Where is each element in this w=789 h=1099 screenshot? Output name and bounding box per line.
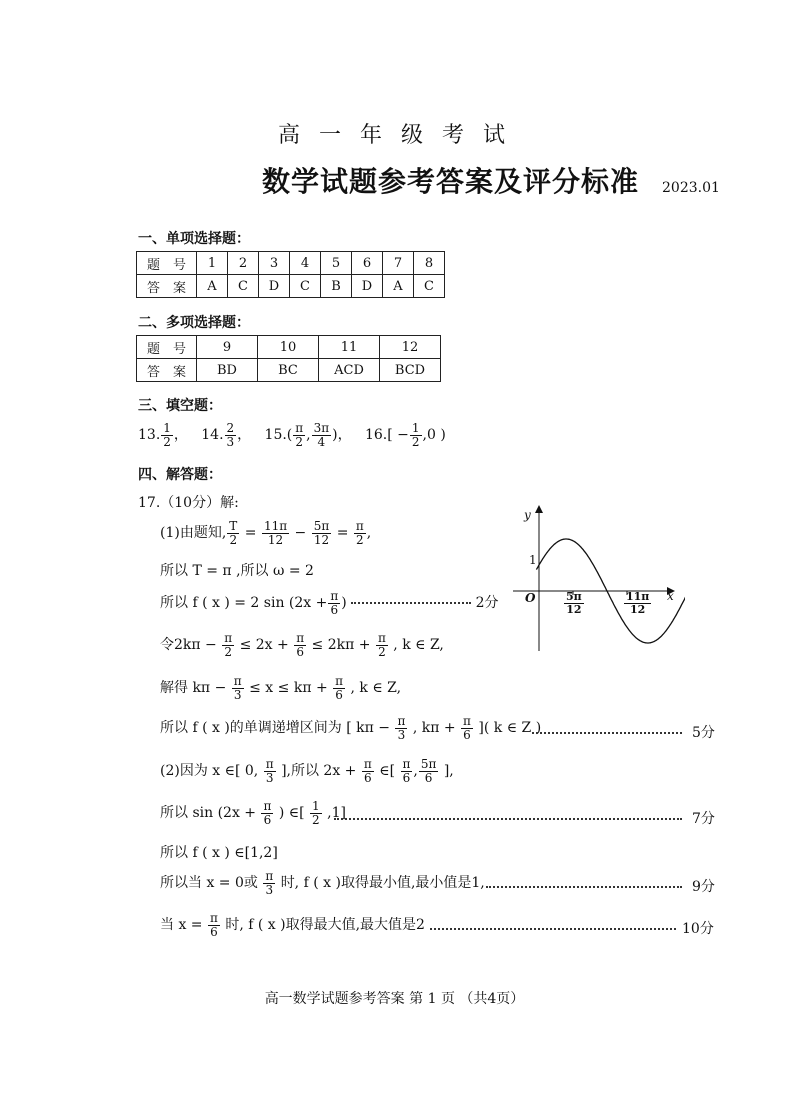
fraction [208,912,220,938]
question-number: 11 [319,336,380,359]
fraction [362,758,374,784]
document-subtitle: 数学试题参考答案及评分标准 [262,165,640,198]
text: 时, f ( x )取得最大值,最大值是2 [225,917,425,934]
fraction [225,422,237,448]
fraction [294,632,306,658]
fraction [624,591,651,615]
fraction [232,675,244,701]
answer-cell: BC [258,359,319,382]
question-number: 6 [352,252,383,275]
denominator: 3 [397,727,406,742]
table-row [137,336,441,359]
numerator: 1 [312,799,320,813]
numerator: π [397,714,406,728]
sine-graph-svg [505,505,685,655]
leader-dots [334,818,682,820]
solution-line-6 [160,715,541,741]
fraction [312,422,332,448]
denominator: 2 [163,434,171,449]
operator: = [336,525,349,542]
text: ]( k ∈ Z ) [478,720,542,737]
denominator: 2 [295,434,304,449]
leader-dots [532,732,682,734]
answer-cell: A [383,275,414,298]
text: 所以 f ( x ) = 2 sin (2x + [160,595,328,612]
fraction [262,520,289,546]
fraction [161,422,173,448]
text: ,1] [327,805,346,822]
text: ∈[ [379,763,396,780]
text: , [413,763,418,780]
row-label: 题 号 [137,336,197,359]
question-number: 2 [228,252,259,275]
text: ) [341,595,347,612]
text: 当 x = [160,917,203,934]
numerator: T [229,519,238,533]
numerator: 5π [566,590,582,603]
numerator: π [209,911,218,925]
question-number: 12 [380,336,441,359]
section4-heading: 四、解答题： [138,467,222,483]
fraction [376,632,388,658]
question-number: 7 [383,252,414,275]
numerator: π [263,799,272,813]
text: , kπ + [412,720,456,737]
page-footer: 高一数学试题参考答案 第 1 页 （共4页） [264,991,525,1007]
numerator: π [335,674,344,688]
page-title: 高 一 年 级 考 试 [278,123,511,148]
y-tick-label: 1 [529,553,537,567]
fraction [328,590,340,616]
x-tick-label [563,591,585,615]
table-row [137,275,445,298]
fraction [227,520,239,546]
multi-choice-answer-table [136,335,441,382]
fill-in-answers [138,422,446,448]
separator: )， [332,427,352,444]
text: 所以 sin (2x + [160,805,257,822]
score-label: 7分 [692,811,715,827]
denominator: 2 [378,644,386,659]
question-number: 1 [197,252,228,275]
question-number: 10 [258,336,319,359]
numerator: π [233,674,242,688]
text: ) ∈[ [278,805,305,822]
q13-label: 13. [138,427,161,444]
numerator: π [377,631,386,645]
solution-line-5 [160,675,401,701]
text: 令2kπ − [160,637,217,654]
solution-line-4 [160,632,444,658]
solution-line-10 [160,870,485,896]
separator: ， [237,427,252,444]
question-number: 4 [290,252,321,275]
denominator: 6 [364,770,372,785]
solution-line-8 [160,800,346,826]
numerator: π [355,519,364,533]
denominator: 12 [566,602,582,616]
numerator: 11π [263,519,288,533]
denominator: 6 [402,770,411,785]
numerator: π [224,631,233,645]
score-label: 5分 [692,725,715,741]
date-label: 2023.01 [662,180,720,196]
fraction [354,520,366,546]
fraction [263,870,275,896]
text: 解得 kπ − [160,680,227,697]
numerator: π [330,589,339,603]
denominator: 3 [233,687,242,702]
solution-line-3 [160,590,499,616]
denominator: 6 [210,924,218,939]
text: 所以 f ( x )的单调递增区间为 [ kπ − [160,720,391,737]
numerator: 1 [163,421,171,435]
denominator: 3 [226,434,235,449]
denominator: 6 [263,812,272,827]
separator: ， [173,427,188,444]
single-choice-answer-table [136,251,445,298]
answer-cell: C [290,275,321,298]
operator: − [294,525,307,542]
sine-graph [505,505,685,655]
numerator: π [402,757,411,771]
question-number: 9 [197,336,258,359]
x-axis-label: x [667,589,674,603]
text: ],所以 2x + [281,763,357,780]
numerator: 11π [626,590,650,603]
section2-heading: 二、多项选择题： [138,315,250,331]
section3-heading: 三、填空题： [138,398,222,414]
text: 时, f ( x )取得最小值,最小值是1, [280,875,485,892]
denominator: 2 [229,532,238,547]
fraction [312,520,332,546]
x-tick-label [623,591,652,615]
fraction [419,758,439,784]
denominator: 6 [330,602,339,617]
numerator: 3π [313,421,330,435]
section1-heading: 一、单项选择题： [138,231,250,247]
denominator: 6 [296,644,304,659]
answer-cell: ACD [319,359,380,382]
fraction [461,715,473,741]
row-label: 答 案 [137,275,197,298]
score-label: 2分 [475,595,499,612]
text: , k ∈ Z, [393,637,444,654]
numerator: π [295,421,304,435]
fraction [410,422,422,448]
q14-label: 14. [201,427,224,444]
answer-cell: B [321,275,352,298]
fraction [564,591,584,615]
denominator: 12 [313,532,330,547]
solution-line-1 [160,520,371,546]
separator: , [306,427,311,444]
fraction [264,758,276,784]
numerator: 1 [411,421,420,435]
text: ≤ 2x + [239,637,289,654]
numerator: 2 [226,421,235,435]
numerator: π [363,757,372,771]
denominator: 6 [424,770,433,785]
leader-dots [430,928,676,930]
text: ≤ x ≤ kπ + [249,680,328,697]
text: , [366,525,372,542]
leader-dots [351,602,471,604]
numerator: π [265,757,274,771]
denominator: 2 [312,812,320,827]
q16-label: 16.[ − [364,427,409,444]
answer-cell: D [352,275,383,298]
solution-line-11 [160,912,425,938]
fraction [310,800,322,826]
origin-label: O [525,591,536,605]
answer-cell: C [414,275,445,298]
text: , k ∈ Z, [350,680,402,697]
denominator: 6 [335,687,343,702]
numerator: π [463,714,471,728]
denominator: 3 [265,770,274,785]
table-row [137,359,441,382]
row-label: 答 案 [137,359,197,382]
numerator: π [265,869,274,883]
denominator: 2 [411,434,420,449]
denominator: 4 [317,434,326,449]
leader-dots [486,886,682,888]
numerator: 5π [313,519,330,533]
operator: = [244,525,257,542]
fraction [293,422,305,448]
denominator: 3 [265,882,274,897]
fraction [401,758,413,784]
q15-label: 15.( [264,427,293,444]
question-number: 8 [414,252,445,275]
answer-cell: BD [197,359,258,382]
answer-cell: D [259,275,290,298]
denominator: 2 [224,644,232,659]
answer-cell: C [228,275,259,298]
text: (2)因为 x ∈[ 0, [160,763,259,780]
fraction [333,675,345,701]
row-label: 题 号 [137,252,197,275]
text: 所以当 x = 0或 [160,875,258,892]
denominator: 12 [267,532,284,547]
fraction [222,632,234,658]
answer-cell: BCD [380,359,441,382]
y-axis-label: y [524,508,531,522]
fraction [395,715,407,741]
denominator: 12 [630,602,646,616]
score-label: 10分 [682,921,714,937]
question-number: 3 [259,252,290,275]
text: ], [443,763,454,780]
solution-line-9: 所以 f ( x ) ∈[1,2] [160,845,278,861]
q17-heading: 17.（10分）解: [138,495,239,511]
denominator: 6 [463,727,471,742]
score-label: 9分 [692,879,715,895]
solution-line-2: 所以 T = π ,所以 ω = 2 [160,563,314,579]
numerator: π [296,631,305,645]
question-number: 5 [321,252,352,275]
table-row [137,252,445,275]
answer-cell: A [197,275,228,298]
solution-line-7 [160,758,454,784]
denominator: 2 [356,532,364,547]
separator: ,0 ) [422,427,446,444]
text: ≤ 2kπ + [311,637,371,654]
numerator: 5π [420,757,437,771]
text: (1)由题知, [160,525,227,542]
fraction [261,800,273,826]
